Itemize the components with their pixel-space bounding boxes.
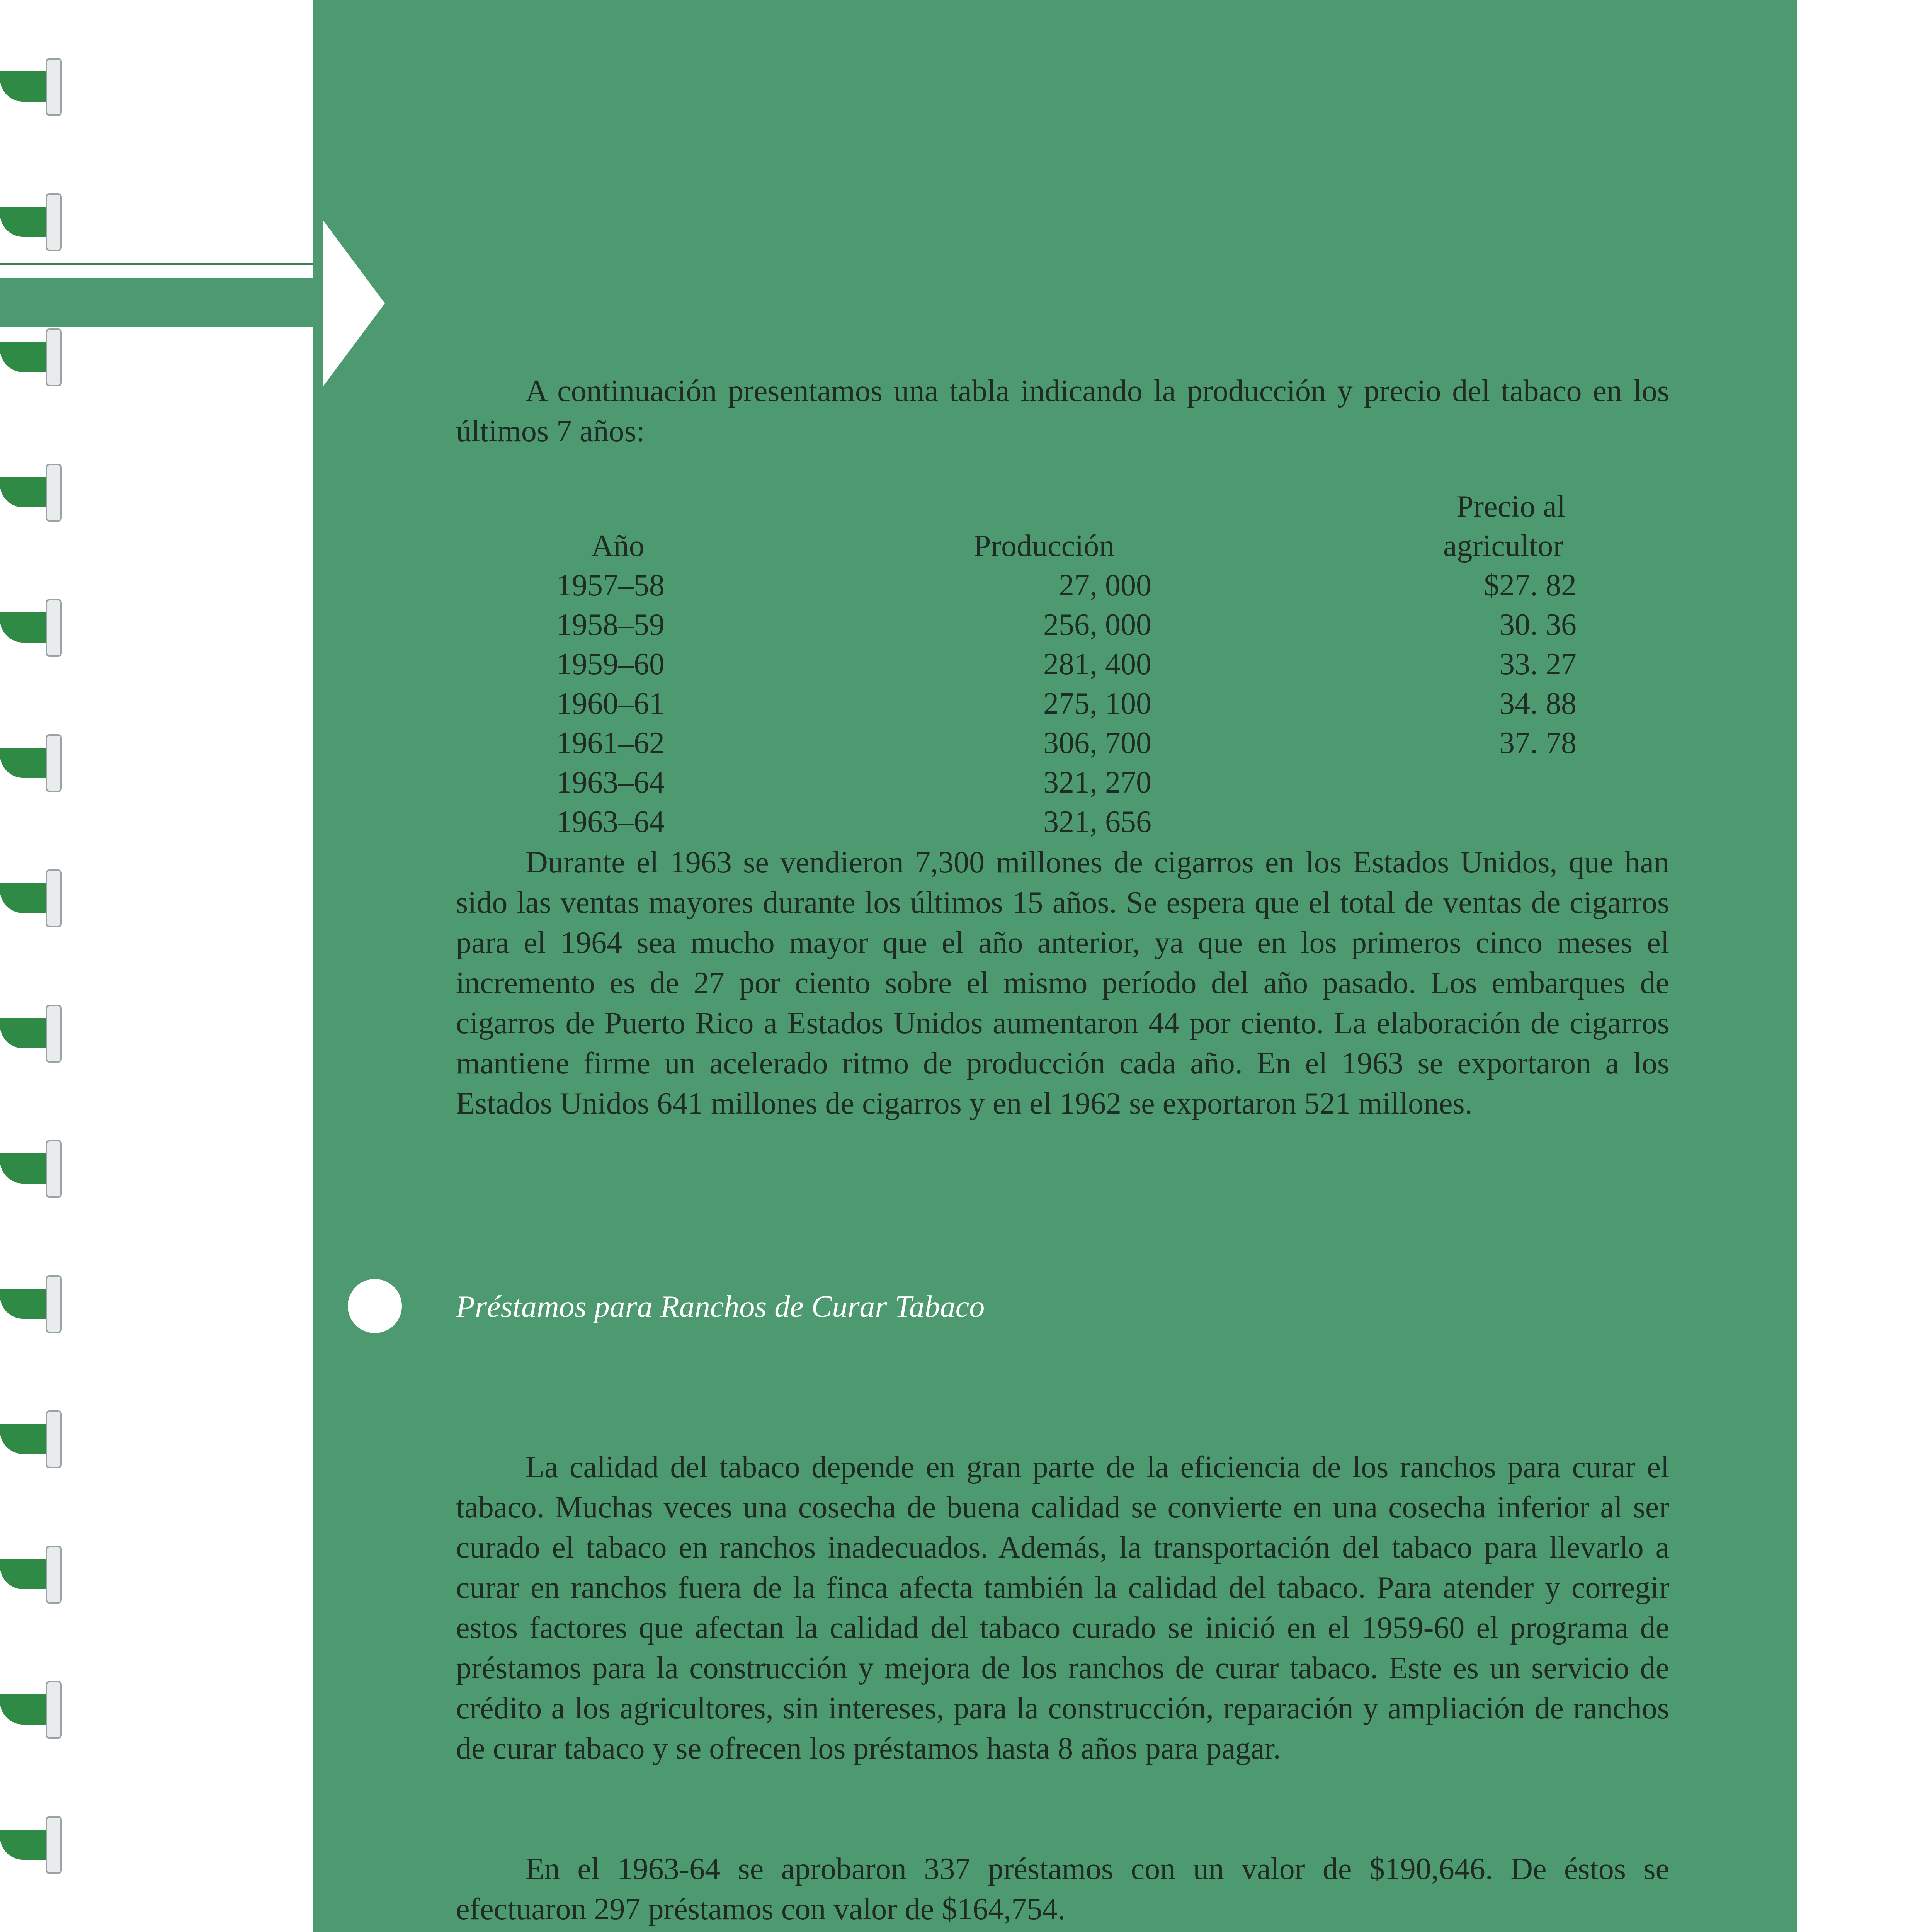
table-cell-year: 1963–64 [556, 805, 665, 839]
table-cell-production: 275, 100 [1043, 687, 1151, 721]
loan-paragraph-2: En el 1963-64 se aprobaron 337 préstamos con un valor de $190,646. De éstos se efectuaron 297 préstamos con valor de $164,754. [456, 1852, 1669, 1926]
binding-ring [0, 1005, 68, 1063]
table-cell-year: 1960–61 [556, 687, 665, 721]
tab-divider-line [0, 263, 321, 265]
table-cell-production: 27, 000 [1059, 568, 1151, 602]
binding-ring [0, 1546, 68, 1604]
tab-strip [0, 278, 317, 327]
table-cell-price: 30. 36 [1499, 608, 1577, 642]
binding-ring [0, 734, 68, 792]
table-cell-year: 1957–58 [556, 568, 665, 602]
binding-ring [0, 1140, 68, 1198]
binding-ring [0, 464, 68, 522]
table-cell-year: 1958–59 [556, 608, 665, 642]
table-cell-production: 306, 700 [1043, 726, 1151, 760]
table-cell-price: 34. 88 [1499, 687, 1577, 721]
binding-ring [0, 869, 68, 927]
header-price-line2: agricultor [1443, 529, 1563, 563]
table-cell-price: $27. 82 [1484, 568, 1577, 602]
table-cell-year: 1963–64 [556, 765, 665, 799]
table-cell-production: 321, 656 [1043, 805, 1151, 839]
binding-ring [0, 1816, 68, 1874]
loan-paragraph-1: La calidad del tabaco depende en gran parte de la eficiencia de los ranchos para curar el tabaco. Muchas veces una cosecha de buena calidad se convierte en una cosecha inferior al ser curado el tabaco en ranchos inadecuados. Además, la transportación del tabaco para llevarlo a curar en ranchos fuera de la finca afecta también la calidad del tabaco. Para atender y corregir estos factores que afectan la calidad del tabaco curado se inició en el 1959-60 el programa de préstamos para la construcción y mejora de los ranchos de curar tabaco. Este es un servicio de crédito a los agricultores, sin intereses, para la construcción, reparación y ampliación de ranchos de curar tabaco y se ofrecen los préstamos hasta 8 años para pagar. [456, 1450, 1669, 1765]
table-cell-production: 281, 400 [1043, 647, 1151, 681]
table-cell-price: 37. 78 [1499, 726, 1577, 760]
header-production: Producción [974, 529, 1115, 563]
arrow-tab-icon [323, 220, 385, 386]
binding-ring [0, 1681, 68, 1739]
table-cell-price: 33. 27 [1499, 647, 1577, 681]
loan-paragraph-3 [456, 1929, 1669, 1932]
bullet-circle-icon [348, 1279, 402, 1333]
header-price-line1: Precio al [1456, 490, 1566, 524]
table-cell-year: 1961–62 [556, 726, 665, 760]
binding-ring [0, 58, 68, 116]
table-cell-production: 256, 000 [1043, 608, 1151, 642]
section-heading: Préstamos para Ranchos de Curar Tabaco [456, 1290, 985, 1324]
table-cell-year: 1959–60 [556, 647, 665, 681]
binding-ring [0, 193, 68, 251]
header-year: Año [591, 529, 645, 563]
binding-ring [0, 1275, 68, 1333]
binding-ring [0, 328, 68, 386]
binding-ring [0, 1410, 68, 1468]
intro-paragraph: A continuación presentamos una tabla indicando la producción y precio del tabaco en los últimos 7 años: [456, 374, 1669, 448]
table-cell-production: 321, 270 [1043, 765, 1151, 799]
sales-paragraph: Durante el 1963 se vendieron 7,300 millones de cigarros en los Estados Unidos, que han sido las ventas mayores durante los últimos 15 años. Se espera que el total de ventas de cigarros para el 1964 sea mucho mayor que el año anterior, ya que en los primeros cinco meses el incremento es de 27 por ciento sobre el mismo período del año pasado. Los embarques de cigarros de Puerto Rico a Estados Unidos aumentaron 44 por ciento. La elaboración de cigarros mantiene firme un acelerado ritmo de producción cada año. En el 1963 se exportaron a los Estados Unidos 641 millones de cigarros y en el 1962 se exportaron 521 millones. [456, 845, 1669, 1121]
binding-ring [0, 599, 68, 657]
